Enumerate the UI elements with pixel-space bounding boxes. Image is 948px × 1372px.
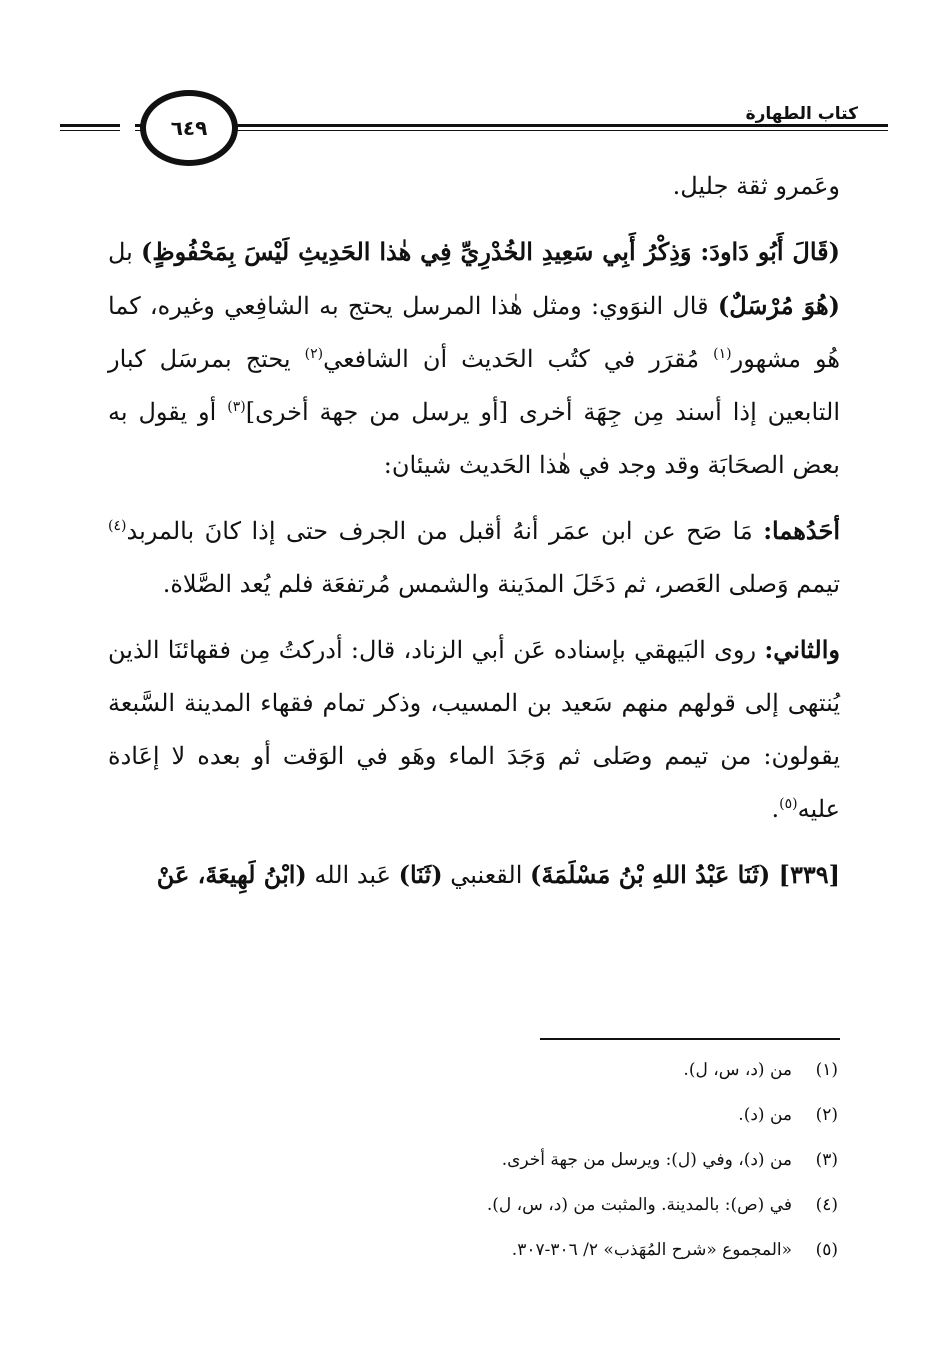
footnote-item [108,1093,838,1138]
footnote-text: من (د، س، ل). [683,1060,792,1080]
footnotes [108,1048,838,1273]
footnote-item [108,1138,838,1183]
paragraph-1 [108,225,840,492]
footnote-text: من (د). [738,1105,792,1125]
hadith-chain-b: (ثَنَا) [398,860,443,889]
second-point-label: والثاني: [764,635,840,664]
footnote-ref-5[interactable]: (٥) [779,796,798,812]
footnote-ref-4[interactable]: (٤) [108,518,127,534]
footnote-number: (٢) [815,1105,838,1125]
header-rule-left [60,124,120,127]
footnote-number: (٤) [815,1195,838,1215]
hadith-chain-c: (ابْنُ لَهِيعَةَ، عَنْ [156,860,307,889]
footnote-number: (٥) [815,1240,838,1260]
paragraph-4-text-a: القعنبي [442,861,531,889]
quote-abu-dawud: (قَالَ أَبُو دَاودَ: وَذِكْرُ أَبِي سَعِيدِ الخُدْرِيِّ فِي هٰذا الحَدِيثِ لَيْسَ بِمَحْفُوظٍ) [141,237,841,266]
footnote-ref-1[interactable]: (١) [713,346,732,362]
first-point-label: أحَدُهما: [763,516,840,545]
footnote-text: «المجموع «شرح المُهَذب» ٢/ ٣٠٦-٣٠٧. [511,1240,792,1260]
footnote-item [108,1228,838,1273]
footnote-text: في (ص): بالمدينة. والمثبت من (د، س، ل). [486,1195,792,1215]
paragraph-1-text-e: أو يقول به بعض الصحَابَة وقد وجد في هٰذا الحَديث شيئان: [108,398,840,479]
footnote-number: (٣) [815,1150,838,1170]
footnote-item [108,1048,838,1093]
paragraph-0-text: وعَمرو ثقة جليل. [672,172,840,200]
header-title-dash [868,124,888,127]
page-number: ٦٤٩ [170,116,208,140]
paragraph-2-text-a: مَا صَح عن ابن عمَر أنهُ أقبل من الجرف حتى إذا كانَ بالمربد [126,517,764,545]
main-text [108,160,840,902]
footnote-separator [540,1038,840,1040]
header-rule-thin [135,130,888,131]
page-number-badge [140,90,238,166]
paragraph-1-text-d: يحتج بمرسَل كبار التابعين إذا أسند مِن جِهَة أخرى [أو يرسل من جهة أخرى] [108,345,840,426]
quote-mursal: (هُوَ مُرْسَلٌ) [717,291,840,320]
footnote-text: من (د)، وفي (ل): ويرسل من جهة أخرى. [501,1150,792,1170]
paragraph-1-text-a: بل [108,238,142,266]
paragraph-2 [108,504,840,611]
paragraph-3-text-b: . [771,795,780,823]
paragraph-1-text-b: قال النوَوي: ومثل هٰذا المرسل يحتج به الشافِعي وغيره، كما هُو مشهور [108,292,841,373]
paragraph-4 [108,848,840,902]
paragraph-3-text-a: روى البَيهقي بإسناده عَن أبي الزناد، قال: أدركتُ مِن فقهائنَا الذين يُنتهى إلى قولهم منهم سَعيد بن المسيب، وذكر تمام فقهاء المدينة السَّبعة يقولون: من تيمم وصَلى ثم وَجَدَ الماء وهَو في الوَقت أو بعده لا إعَادة عليه [108,636,840,823]
header-rule-left-thin [60,130,120,131]
footnote-item [108,1183,838,1228]
footnote-ref-2[interactable]: (٢) [304,346,324,362]
paragraph-4-text-b: عَبد الله [306,861,399,889]
header-rule [135,124,888,127]
paragraph-2-text-b: تيمم وَصلى العَصر، ثم دَخَلَ المدَينة والشمس مُرتفعَة فلم يُعد الصَّلاة. [162,570,840,598]
paragraph-0 [108,160,840,213]
paragraph-3 [108,623,840,836]
running-title: كتاب الطهارة [736,104,868,124]
paragraph-1-text-c: مُقرَر في كتُب الحَديث أن الشافعي [323,345,714,373]
footnote-ref-3[interactable]: (٣) [227,399,246,415]
footnote-number: (١) [815,1060,838,1080]
hadith-chain-a: [٣٣٩] (ثَنَا عَبْدُ اللهِ بْنُ مَسْلَمَةَ) [530,860,840,889]
